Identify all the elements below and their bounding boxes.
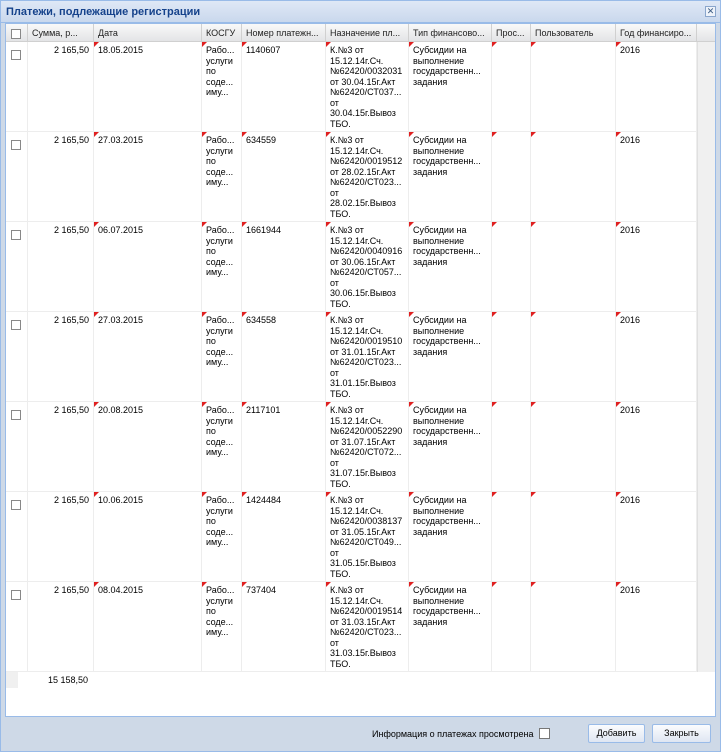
cell-kosgu[interactable]: Рабо... услуги по соде... иму... bbox=[202, 582, 242, 671]
cell-fin-year[interactable]: 2016 bbox=[616, 312, 697, 401]
row-checkbox-cell bbox=[6, 492, 28, 581]
cell-date[interactable]: 10.06.2015 bbox=[94, 492, 202, 581]
cell-payment-number[interactable]: 737404 bbox=[242, 582, 326, 671]
vertical-scrollbar[interactable] bbox=[697, 42, 715, 672]
close-button[interactable]: Закрыть bbox=[652, 724, 711, 743]
cell-user[interactable] bbox=[531, 42, 616, 131]
cell-viewed[interactable] bbox=[492, 402, 531, 491]
column-header-date[interactable]: Дата bbox=[94, 24, 202, 42]
table-row[interactable] bbox=[6, 582, 697, 672]
cell-fin-type[interactable]: Субсидии на выполнение государственн... задания bbox=[409, 222, 492, 311]
cell-amount[interactable]: 2 165,50 bbox=[28, 492, 94, 581]
summary-total-amount: 15 158,50 bbox=[47, 675, 88, 685]
cell-amount[interactable]: 2 165,50 bbox=[28, 402, 94, 491]
cell-viewed[interactable] bbox=[492, 492, 531, 581]
cell-user[interactable] bbox=[531, 492, 616, 581]
cell-fin-year[interactable]: 2016 bbox=[616, 492, 697, 581]
cell-fin-year[interactable]: 2016 bbox=[616, 222, 697, 311]
column-header-purpose[interactable]: Назначение пл... bbox=[326, 24, 409, 42]
select-all-column bbox=[6, 24, 28, 42]
cell-date[interactable]: 27.03.2015 bbox=[94, 132, 202, 221]
cell-kosgu[interactable]: Рабо... услуги по соде... иму... bbox=[202, 222, 242, 311]
window-title-bar[interactable] bbox=[1, 1, 720, 23]
cell-amount[interactable]: 2 165,50 bbox=[28, 222, 94, 311]
header-scroll-spacer bbox=[697, 24, 715, 42]
cell-amount[interactable]: 2 165,50 bbox=[28, 42, 94, 131]
cell-user[interactable] bbox=[531, 312, 616, 401]
cell-kosgu[interactable]: Рабо... услуги по соде... иму... bbox=[202, 312, 242, 401]
viewed-label: Информация о платежах просмотрена bbox=[372, 729, 534, 739]
cell-purpose[interactable]: К.№3 от 15.12.14г.Сч. №62420/0019514 от 31.03.15г.Акт №62420/СТ023... от 31.03.15г.Вывоз ТБО. bbox=[326, 582, 409, 671]
table-row[interactable] bbox=[6, 42, 697, 132]
cell-fin-year[interactable]: 2016 bbox=[616, 42, 697, 131]
table-row[interactable] bbox=[6, 222, 697, 312]
row-checkbox[interactable] bbox=[11, 50, 21, 60]
table-row[interactable] bbox=[6, 402, 697, 492]
payments-grid bbox=[5, 23, 716, 717]
cell-amount[interactable]: 2 165,50 bbox=[28, 312, 94, 401]
cell-user[interactable] bbox=[531, 402, 616, 491]
cell-fin-type[interactable]: Субсидии на выполнение государственн... задания bbox=[409, 402, 492, 491]
summary-row bbox=[6, 672, 715, 688]
column-header-kosgu[interactable]: КОСГУ bbox=[202, 24, 242, 42]
cell-viewed[interactable] bbox=[492, 42, 531, 131]
column-header-user[interactable]: Пользователь bbox=[531, 24, 616, 42]
cell-purpose[interactable]: К.№3 от 15.12.14г.Сч. №62420/0038137 от 31.05.15г.Акт №62420/СТ049... от 31.05.15г.Вывоз ТБО. bbox=[326, 492, 409, 581]
cell-viewed[interactable] bbox=[492, 312, 531, 401]
cell-viewed[interactable] bbox=[492, 222, 531, 311]
select-all-checkbox[interactable] bbox=[11, 29, 21, 39]
row-checkbox[interactable] bbox=[11, 410, 21, 420]
cell-kosgu[interactable]: Рабо... услуги по соде... иму... bbox=[202, 42, 242, 131]
table-row[interactable] bbox=[6, 312, 697, 402]
row-checkbox[interactable] bbox=[11, 320, 21, 330]
cell-purpose[interactable]: К.№3 от 15.12.14г.Сч. №62420/0019512 от 28.02.15г.Акт №62420/СТ023... от 28.02.15г.Вывоз ТБО. bbox=[326, 132, 409, 221]
cell-fin-year[interactable]: 2016 bbox=[616, 402, 697, 491]
row-checkbox-cell bbox=[6, 132, 28, 221]
cell-kosgu[interactable]: Рабо... услуги по соде... иму... bbox=[202, 402, 242, 491]
cell-fin-type[interactable]: Субсидии на выполнение государственн... задания bbox=[409, 132, 492, 221]
cell-purpose[interactable]: К.№3 от 15.12.14г.Сч. №62420/0052290 от 31.07.15г.Акт №62420/СТ072... от 31.07.15г.Вывоз ТБО. bbox=[326, 402, 409, 491]
cell-fin-year[interactable]: 2016 bbox=[616, 582, 697, 671]
viewed-checkbox[interactable] bbox=[539, 728, 550, 739]
cell-purpose[interactable]: К.№3 от 15.12.14г.Сч. №62420/0019510 от 31.01.15г.Акт №62420/СТ023... от 31.01.15г.Вывоз ТБО. bbox=[326, 312, 409, 401]
cell-date[interactable]: 20.08.2015 bbox=[94, 402, 202, 491]
cell-user[interactable] bbox=[531, 222, 616, 311]
cell-purpose[interactable]: К.№3 от 15.12.14г.Сч. №62420/0032031 от 30.04.15г.Акт №62420/СТ037... от 30.04.15г.Вывоз ТБО. bbox=[326, 42, 409, 131]
row-checkbox-cell bbox=[6, 312, 28, 401]
row-checkbox-cell bbox=[6, 402, 28, 491]
cell-amount[interactable]: 2 165,50 bbox=[28, 132, 94, 221]
window-title: Платежи, подлежащие регистрации bbox=[6, 6, 201, 18]
cell-fin-type[interactable]: Субсидии на выполнение государственн... задания bbox=[409, 42, 492, 131]
close-icon[interactable]: ✕ bbox=[706, 6, 715, 16]
cell-date[interactable]: 06.07.2015 bbox=[94, 222, 202, 311]
cell-purpose[interactable]: К.№3 от 15.12.14г.Сч. №62420/0040916 от 30.06.15г.Акт №62420/СТ057... от 30.06.15г.Вывоз ТБО. bbox=[326, 222, 409, 311]
cell-payment-number[interactable]: 634559 bbox=[242, 132, 326, 221]
cell-amount[interactable]: 2 165,50 bbox=[28, 582, 94, 671]
cell-payment-number[interactable]: 1424484 bbox=[242, 492, 326, 581]
summary-spacer bbox=[6, 672, 18, 688]
cell-date[interactable]: 08.04.2015 bbox=[94, 582, 202, 671]
add-button[interactable]: Добавить bbox=[588, 724, 645, 743]
column-header-amount[interactable]: Сумма, р... bbox=[28, 24, 94, 42]
cell-payment-number[interactable]: 1661944 bbox=[242, 222, 326, 311]
row-checkbox[interactable] bbox=[11, 140, 21, 150]
cell-user[interactable] bbox=[531, 132, 616, 221]
column-header-viewed[interactable]: Прос... bbox=[492, 24, 531, 42]
cell-fin-type[interactable]: Субсидии на выполнение государственн... задания bbox=[409, 492, 492, 581]
row-checkbox[interactable] bbox=[11, 500, 21, 510]
cell-viewed[interactable] bbox=[492, 132, 531, 221]
row-checkbox-cell bbox=[6, 582, 28, 671]
table-row[interactable] bbox=[6, 492, 697, 582]
cell-fin-year[interactable]: 2016 bbox=[616, 132, 697, 221]
row-checkbox-cell bbox=[6, 42, 28, 131]
cell-kosgu[interactable]: Рабо... услуги по соде... иму... bbox=[202, 132, 242, 221]
row-checkbox-cell bbox=[6, 222, 28, 311]
cell-date[interactable]: 27.03.2015 bbox=[94, 312, 202, 401]
grid-header bbox=[6, 24, 715, 42]
cell-payment-number[interactable]: 634558 bbox=[242, 312, 326, 401]
row-checkbox[interactable] bbox=[11, 230, 21, 240]
cell-kosgu[interactable]: Рабо... услуги по соде... иму... bbox=[202, 492, 242, 581]
cell-fin-type[interactable]: Субсидии на выполнение государственн... задания bbox=[409, 312, 492, 401]
cell-payment-number[interactable]: 2117101 bbox=[242, 402, 326, 491]
cell-user[interactable] bbox=[531, 582, 616, 671]
cell-fin-type[interactable]: Субсидии на выполнение государственн... задания bbox=[409, 582, 492, 671]
cell-payment-number[interactable]: 1140607 bbox=[242, 42, 326, 131]
cell-date[interactable]: 18.05.2015 bbox=[94, 42, 202, 131]
cell-viewed[interactable] bbox=[492, 582, 531, 671]
column-header-payment-number[interactable]: Номер платежн... bbox=[242, 24, 326, 42]
column-header-fin-type[interactable]: Тип финансово... bbox=[409, 24, 492, 42]
row-checkbox[interactable] bbox=[11, 590, 21, 600]
table-row[interactable] bbox=[6, 132, 697, 222]
column-header-fin-year[interactable]: Год финансиро... bbox=[616, 24, 697, 42]
